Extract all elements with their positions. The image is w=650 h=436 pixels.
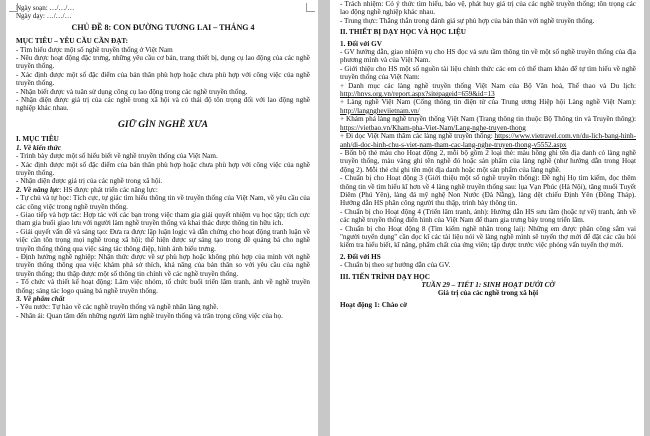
teacher-item: - GV hướng dẫn, giao nhiệm vụ cho HS đọc và sưu tầm thông tin về một số nghề truyền thống của địa phương mình và của Việt Nam. — [340, 48, 636, 65]
document-page-right — [330, 0, 644, 436]
student-item: - Chuẩn bị theo sự hướng dẫn của GV. — [340, 261, 451, 270]
subsection-abilities — [16, 186, 310, 194]
goal-item: - Nhận biết được và tuân sử dụng công cụ lao động trong các nghề truyền thống. — [16, 87, 248, 96]
topic-title: GIỮ GÌN NGHỀ XƯA — [118, 119, 208, 130]
goals-heading: MỤC TIÊU – YÊU CẦU CẦN ĐẠT: — [16, 37, 129, 46]
resource-text: + Đi dọc Việt Nam thăm các làng nghề truyền thống: — [340, 132, 495, 141]
resource-link[interactable]: http://langngheviietnam.vn/ — [340, 106, 420, 115]
resource-link[interactable]: https://vietbao.vn/Kham-pha-Viet-Nam/Lang-nghe-truyen-thong — [340, 123, 526, 132]
goal-item: - Tìm hiểu được một số nghề truyền thống ở Việt Nam — [16, 45, 173, 54]
subsection-abilities-text: : HS được phát triển các năng lực: — [59, 185, 158, 194]
resource-text: + Khám phá làng nghề truyền thống Việt Nam (Trang thông tin thuộc Bộ Thông tin và Truyền thông): — [340, 115, 636, 124]
teach-date: Ngày dạy: …/…/… — [16, 12, 72, 21]
subsection-student: 2. Đối với HS — [340, 252, 381, 261]
knowledge-item: - Xác định được một số đặc điểm của bản thân phù hợp hoặc chưa phù hợp với công việc của nghề truyền thống. — [16, 160, 310, 177]
resource-link[interactable]: https://www.vietravel.com.vn/du-lich-bang-hinh-anh/di-doc-hinh-chu-s-viet-nam-tham-cac-lang-nghe-truyen-thong-v5552.aspx — [340, 132, 636, 149]
section-equipment: II. THIẾT BỊ DẠY HỌC VÀ HỌC LIỆU — [340, 28, 466, 37]
subsection-teacher: 1. Đối với GV — [340, 39, 382, 48]
page-corner-mark — [306, 3, 315, 12]
quality-item: - Yêu nước: Tự hào về các nghề truyền thống và nghề nhân làng nghề. — [16, 303, 219, 312]
teacher-item: - Chuẩn bị cho Hoạt động 4 (Triển lãm tranh, ảnh): Hướng dẫn HS sưu tầm (hoặc tự vẽ) tranh, ảnh về các nghề truyền thống điển hình của Việt Nam để tham gia trưng bày trong triển lãm. — [340, 207, 636, 225]
page-corner-mark — [9, 3, 18, 12]
knowledge-item: - Trình bày được một số hiểu biết về nghề truyền thống của Việt Nam. — [16, 152, 218, 161]
knowledge-item: - Nhận diện được giá trị của các nghề trong xã hội. — [16, 177, 163, 186]
goal-item: - Nhận diện được giá trị của các nghề trong xã hội và có thái độ tôn trọng đối với lao động nghề nghiệp khác nhau. — [16, 96, 310, 113]
goal-item: - Xác định được một số đặc điểm của bản thân phù hợp hoặc chưa phù hợp với công việc của nghề truyền thống. — [16, 70, 310, 88]
section-process: III. TIẾN TRÌNH DẠY HỌC — [340, 272, 430, 281]
activity-heading: Hoạt động 1: Chào cờ — [340, 300, 408, 309]
teacher-item — [340, 98, 636, 115]
goal-item: - Nêu được hoạt động đặc trưng, những yêu cầu cơ bản, trang thiết bị, dụng cụ lao động của các nghề truyền thống. — [16, 54, 310, 71]
teacher-item: - Bốn bộ thẻ màu cho Hoạt động 2, mỗi bộ gồm 2 loại thẻ: màu hồng ghi tên địa danh có làng nghề truyền thống, màu vàng ghi tên nghề đó hoặc sản phẩm của làng nghề (như hướng dẫn trong Hoạt động 2). Mỗi thẻ chỉ ghi tên một địa danh hoặc một sản phẩm của làng nghề. — [340, 148, 636, 174]
resource-text: + Làng nghề Việt Nam (Cổng thông tin điện tử của Trung ương Hiệp hội Làng nghề Việt Nam): — [340, 98, 636, 107]
ability-item: - Giải quyết vấn đề và sáng tạo: Đưa ra được lập luận logic và dẫn chứng cho hoạt động tranh luận về việc cần tôn trọng mọi nghề trong xã hội; thể hiện được sự sáng tạo trong đề quảng bá cho nghề truyền thống thông qua việc sáng tác thông điệp, hình ảnh biểu trưng. — [16, 227, 310, 253]
prep-date: Ngày soạn: …/…/… — [16, 4, 75, 12]
subsection-qualities: 3. Về phẩm chất — [16, 295, 65, 303]
subsection-knowledge: 1. Về kiến thức — [16, 143, 62, 152]
quality-item: - Trách nhiệm: Có ý thức tìm hiểu, bảo vệ, phát huy giá trị của các nghề truyền thống; tôn trọng các lao động nghề nghiệp khác nhau. — [340, 0, 636, 17]
teacher-item — [340, 115, 636, 132]
ability-item: - Giao tiếp và hợp tác: Hợp tác với các bạn trong việc tham gia giải quyết nhiệm vụ học tập; tích cực tham gia buổi giao lưu với người làm nghề truyền thống và khai thác được thông tin hữu ích. — [16, 210, 310, 228]
quality-item: - Trung thực: Thẳng thắn trong đánh giá sự phù hợp của bản thân với nghề truyền thống. — [340, 16, 595, 25]
lesson-subtitle: Giá trị của các nghề trong xã hội — [437, 289, 539, 298]
teacher-item: - Chuẩn bị cho Hoạt động 8 (Tìm kiếm nghề nhân trong lai): Những em được phân công sắm vai "người tuyển dụng" cần đọc kĩ các tài liệu nói về làng nghề mình sẽ tuyển thợ mới để đặt các câu hỏi kiểm tra hiểu biết, kĩ năng, phẩm chất của ứng viên; tập được trước việc phỏng vấn tuyển thợ mới. — [340, 224, 636, 250]
teacher-item — [340, 132, 636, 149]
teacher-item — [340, 82, 636, 99]
quality-item: - Nhân ái: Quan tâm đến những người làm nghề truyền thống và trân trọng công việc của họ. — [16, 311, 283, 320]
resource-link[interactable]: http://hnvs.org.vn/report.aspx?sitepageid=659&id=13 — [340, 90, 495, 99]
teacher-item: - Giới thiệu cho HS một số nguồn tài liệu chính thức các em có thể tham khảo để tự tìm hiểu về nghề truyền thống của Việt Nam: — [340, 64, 636, 82]
teacher-item: - Chuẩn bị cho Hoạt động 3 (Giới thiệu một số nghề truyền thống): Đề nghị Họ tìm kiếm, đọc thêm thông tin về tìm hiểu kĩ hơn về 4 làng nghề truyền thống sau: lụa Vạn Phúc (Hà Nội), tăng muối Tuyết Diêm (Phú Yên), làng đá mỹ nghệ Non Nước (Đà Nẵng), làng dệt chiếu Định Yên (Đồng Tháp). Hướng dẫn HS phân công người thu thập, trình bày thông tin. — [340, 174, 636, 208]
lesson-title: TUẦN 29 – TIẾT 1: SINH HOẠT DƯỚI CỜ — [421, 281, 555, 289]
resource-text: + Danh mục các làng nghề truyền thống Việt Nam của Bộ Văn hoá, Thể thao và Du lịch: — [340, 81, 636, 90]
subsection-abilities-label: 2. Về năng lực — [16, 185, 60, 194]
ability-item: - Tự chủ và tự học: Tích cực, tự giác tìm hiểu thông tin về truyền thống của Việt Nam, về yêu cầu của các công việc trong nghề truyền thống. — [16, 194, 310, 211]
ability-item: - Tổ chức và thiết kế hoạt động: Lâm việc nhóm, tổ chức buổi triển lãm tranh, ảnh về nghề truyền thống; sáng tác logo quảng bá nghề truyền thống. — [16, 278, 310, 295]
ability-item: - Định hướng nghề nghiệp: Nhận thức được về sự phù hợp hoặc không phù hợp của mình với nghề truyền thống thông qua việc khám phá sở thích, khả năng của bản thân so với yêu cầu của nghề truyền thống; thu thập được một số thông tin chính về các nghề truyền thống. — [16, 252, 310, 278]
document-page-left — [6, 0, 318, 436]
section-objectives: I. MỤC TIÊU — [16, 135, 59, 144]
unit-title: CHỦ ĐỀ 8: CON ĐƯỜNG TƯƠNG LAI – THÁNG 4 — [71, 22, 255, 32]
